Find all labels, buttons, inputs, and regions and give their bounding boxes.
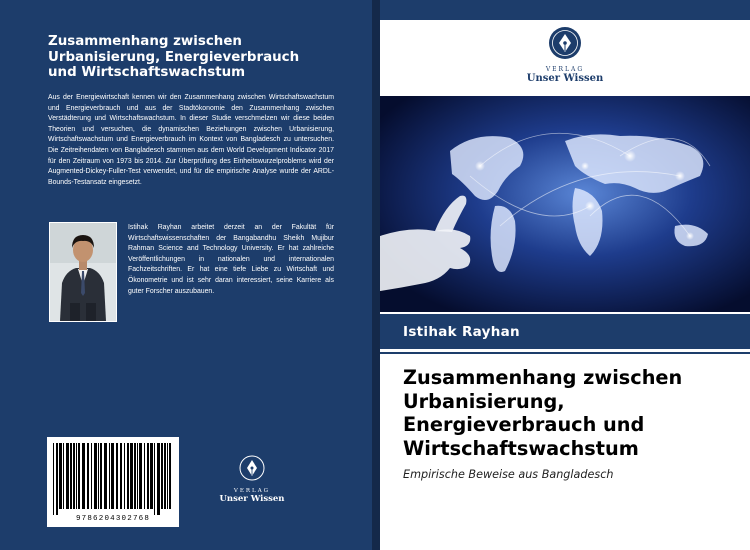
author-photo <box>49 222 117 322</box>
front-title-line: Wirtschaftswachstum <box>403 436 639 460</box>
top-bar <box>380 0 750 20</box>
back-title-line: und Wirtschaftswachstum <box>48 65 246 81</box>
barcode-bar <box>147 443 149 509</box>
barcode-bar <box>157 443 160 515</box>
barcode-bar <box>91 443 92 509</box>
fountain-pen-nib-icon <box>549 27 581 59</box>
front-publisher-logo <box>505 27 625 84</box>
barcode-bar <box>78 443 80 509</box>
barcode-bar <box>70 443 72 509</box>
front-cover <box>380 0 750 550</box>
verlag-label: VERLAG <box>545 66 585 73</box>
back-publisher-logo <box>214 455 290 504</box>
barcode-bar <box>59 443 62 509</box>
isbn-barcode <box>47 437 179 527</box>
fountain-pen-nib-icon <box>239 455 265 481</box>
author-bar <box>380 314 750 349</box>
barcode-bar <box>66 443 69 509</box>
barcode-bar <box>161 443 163 509</box>
back-cover <box>0 0 372 550</box>
publisher-name: Unser Wissen <box>219 494 285 504</box>
front-title <box>403 366 743 460</box>
barcode-bar <box>63 443 64 509</box>
barcode-bar <box>76 443 77 509</box>
subtitle: Empirische Beweise aus Bangladesch <box>403 468 614 481</box>
barcode-bar <box>82 443 85 509</box>
verlag-label: VERLAG <box>233 488 271 494</box>
front-title-line: Energieverbrauch und <box>403 413 645 436</box>
barcode-bar <box>124 443 125 509</box>
barcode-bar <box>109 443 110 509</box>
barcode-bar <box>100 443 102 509</box>
barcode-bar <box>98 443 99 509</box>
barcode-bars <box>47 441 179 519</box>
back-title <box>48 34 348 81</box>
barcode-bar <box>56 443 58 515</box>
author-bio: Istihak Rayhan arbeitet derzeit an der Fakultät für Wirtschaftswissenschaften der Bangabandhu Sheikh Mujibur Rahman Science and Technology University. Er hat zahlreiche Veröffentlichungen in nationalen und internationalen Fachzeitschriften. Er hat eine tiefe Liebe zu Wirtschaft und Ökonometrie und ist sehr daran interessiert, seine Karriere als guter Forscher auszubauen. <box>128 224 334 295</box>
barcode-bar <box>111 443 114 509</box>
barcode-bar <box>87 443 89 509</box>
barcode-bar <box>127 443 129 509</box>
world-map-hand-image <box>380 96 750 312</box>
barcode-bar <box>53 443 54 515</box>
barcode-bar <box>150 443 153 509</box>
divider-line <box>380 352 750 354</box>
isbn-number: 9786204302768 <box>75 515 151 523</box>
barcode-bar <box>120 443 122 509</box>
barcode-bar <box>164 443 166 509</box>
barcode-bar <box>94 443 97 509</box>
blurb-text: Aus der Energiewirtschaft kennen wir den Zusammenhang zwischen Wirtschaftswachstum und Energieverbrauch und aus der Stadtökonomie den Zusammenhang zwischen Verstädterung und Wirtschaftswachstum. In dieser Studie verschmelzen wir diese beiden Theorien und versuchen, die dynamischen Beziehungen zwischen Urbanisierung, Wirtschaftswachstum und Energieverbrauch im Kontext von Bangladesch zu untersuchen. Die Zeitreihendaten von Bangladesch stammen aus dem World Development Indicator 2017 für den Zeitraum von 1973 bis 2014. Zur Überprüfung des Einheitswurzelproblems wird der Augmented-Dickey-Fuller-Test verwendet, und für die empirische Analyse wurde der ARDL-Bounds-Testansatz eingesetzt. <box>48 94 334 186</box>
barcode-bar <box>137 443 138 509</box>
barcode-bar <box>104 443 107 509</box>
barcode-bar <box>134 443 136 509</box>
barcode-bar <box>116 443 118 509</box>
publisher-name: Unser Wissen <box>526 73 604 84</box>
barcode-bar <box>139 443 142 509</box>
barcode-bar <box>130 443 133 509</box>
barcode-bar <box>154 443 155 515</box>
barcode-bar <box>144 443 145 509</box>
back-title-line: Urbanisierung, Energieverbrauch <box>48 49 300 65</box>
front-title-line: Zusammenhang zwischen <box>403 366 683 389</box>
barcode-bar <box>169 443 171 509</box>
barcode-bar <box>167 443 168 509</box>
front-title-line: Urbanisierung, <box>403 389 565 413</box>
back-title-line: Zusammenhang zwischen <box>48 34 242 49</box>
barcode-bar <box>73 443 75 509</box>
author-name: Istihak Rayhan <box>403 324 520 340</box>
spine <box>372 0 380 550</box>
